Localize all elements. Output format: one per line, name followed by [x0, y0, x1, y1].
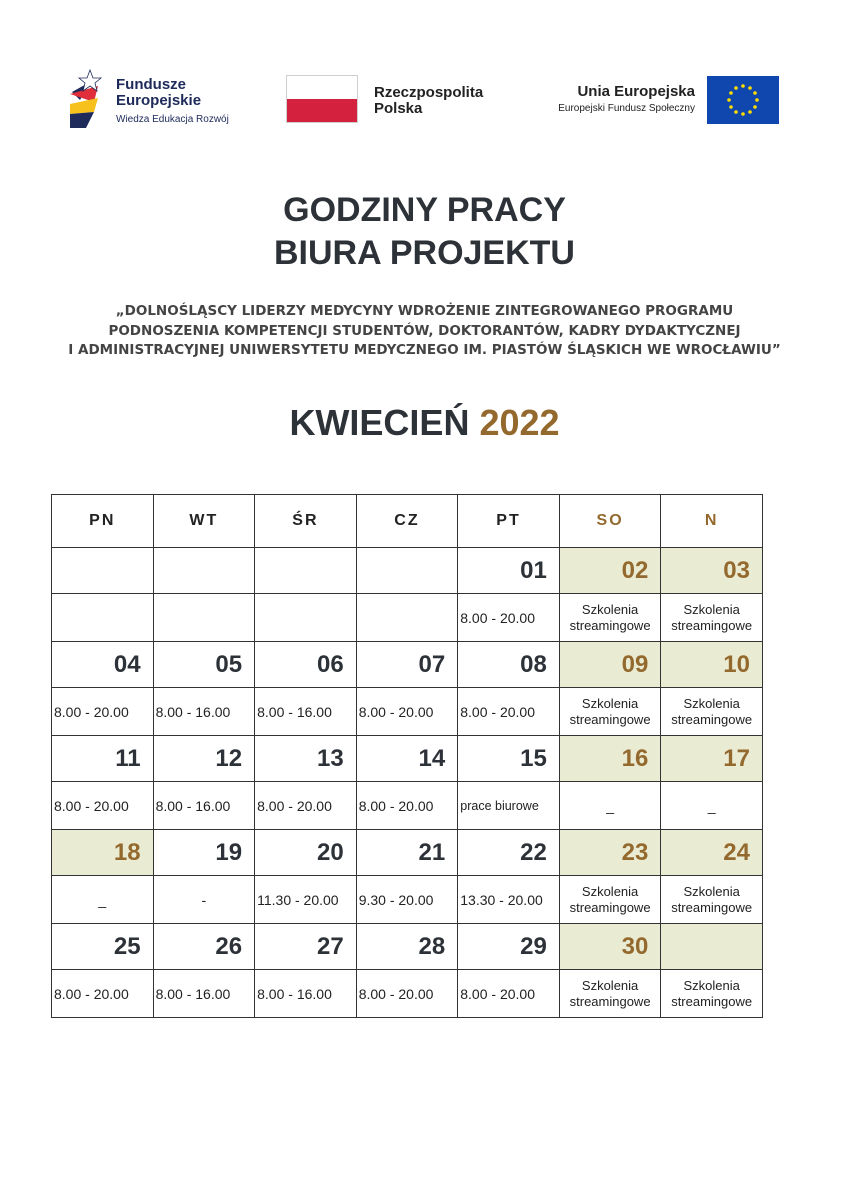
hours-text-line: Szkolenia	[581, 883, 639, 899]
hours-text-line: Szkolenia	[683, 601, 740, 617]
polish-flag-icon	[286, 75, 358, 123]
date-cell: 13	[255, 736, 357, 782]
date-cell: 21	[356, 830, 458, 876]
hours-cell: _	[52, 876, 154, 924]
hours-cell: prace biurowe	[458, 782, 560, 830]
date-cell: 27	[255, 924, 357, 970]
date-cell: 26	[153, 924, 255, 970]
hours-cell: 8.00 - 16.00	[153, 970, 255, 1018]
date-cell: 04	[52, 642, 154, 688]
date-cell: 25	[52, 924, 154, 970]
date-cell: 24	[661, 830, 763, 876]
hours-cell	[661, 594, 763, 642]
hours-text-line: Szkolenia	[683, 883, 740, 899]
date-cell: 11	[52, 736, 154, 782]
date-cell: 06	[255, 642, 357, 688]
date-cell: 03	[661, 548, 763, 594]
hours-cell: 8.00 - 20.00	[52, 688, 154, 736]
weekday-header: CZ	[356, 495, 458, 548]
date-cell: 22	[458, 830, 560, 876]
hours-cell: 8.00 - 20.00	[52, 970, 154, 1018]
hours-cell: 8.00 - 16.00	[153, 782, 255, 830]
hours-text-line: Szkolenia	[581, 977, 639, 993]
date-cell	[255, 548, 357, 594]
hours-text-line: Szkolenia	[581, 601, 639, 617]
ue-logo-line2: Europejski Fundusz Społeczny	[558, 103, 695, 114]
month-year: 2022	[479, 402, 560, 443]
weekday-header: N	[661, 495, 763, 548]
hours-cell: 8.00 - 16.00	[255, 970, 357, 1018]
fe-logo-line3: Wiedza Edukacja Rozwój	[116, 114, 229, 125]
hours-cell: 8.00 - 20.00	[52, 782, 154, 830]
hours-cell: 8.00 - 16.00	[255, 688, 357, 736]
hours-cell	[661, 688, 763, 736]
weekday-header: ŚR	[255, 495, 357, 548]
hours-cell	[52, 594, 154, 642]
date-cell: 29	[458, 924, 560, 970]
date-cell: 16	[559, 736, 661, 782]
date-cell	[52, 548, 154, 594]
rp-logo-line2: Polska	[374, 100, 423, 117]
date-cell: 02	[559, 548, 661, 594]
date-cell: 28	[356, 924, 458, 970]
hours-text-line: streamingowe	[569, 899, 651, 915]
hours-cell: -	[153, 876, 255, 924]
weekday-header: PN	[52, 495, 154, 548]
eu-flag-icon	[707, 76, 779, 124]
fe-logo-line1: Fundusze	[116, 76, 186, 93]
date-row	[52, 548, 763, 594]
project-name-line1: „DOLNOŚLĄSCY LIDERZY MEDYCYNY WDROŻENIE ZINTEGROWANEGO PROGRAMU	[115, 303, 734, 319]
project-name-line2: PODNOSZENIA KOMPETENCJI STUDENTÓW, DOKTORANTÓW, KADRY DYDAKTYCZNEJ	[108, 322, 741, 339]
date-row	[52, 736, 763, 782]
hours-cell	[661, 970, 763, 1018]
hours-cell	[255, 594, 357, 642]
ue-logo-line1: Unia Europejska	[577, 83, 695, 100]
hours-cell: 8.00 - 20.00	[458, 688, 560, 736]
date-cell: 05	[153, 642, 255, 688]
hours-cell	[559, 970, 661, 1018]
hours-cell: 8.00 - 20.00	[458, 594, 560, 642]
date-cell: 10	[661, 642, 763, 688]
rp-logo-line1: Rzeczpospolita	[374, 84, 484, 101]
hours-cell: _	[661, 782, 763, 830]
date-cell: 09	[559, 642, 661, 688]
hours-text-line: Szkolenia	[683, 977, 740, 993]
hours-cell: 9.30 - 20.00	[356, 876, 458, 924]
date-cell: 15	[458, 736, 560, 782]
hours-cell	[153, 594, 255, 642]
date-row	[52, 924, 763, 970]
fe-star-icon	[68, 68, 104, 130]
weekday-header: PT	[458, 495, 560, 548]
weekday-header-row	[52, 495, 763, 548]
hours-row	[52, 688, 763, 736]
hours-row	[52, 876, 763, 924]
hours-text-line: streamingowe	[671, 617, 753, 633]
weekday-header: WT	[153, 495, 255, 548]
hours-cell	[559, 688, 661, 736]
fundusze-europejskie-logo	[68, 68, 258, 130]
month-name: KWIECIEŃ	[289, 402, 470, 443]
hours-cell: _	[559, 782, 661, 830]
weekday-header: SO	[559, 495, 661, 548]
project-name-line3: I ADMINISTRACYJNEJ UNIWERSYTETU MEDYCZNEGO IM. PIASTÓW ŚLĄSKICH WE WROCŁAWIU”	[68, 342, 781, 358]
hours-cell: 11.30 - 20.00	[255, 876, 357, 924]
hours-cell: 8.00 - 20.00	[255, 782, 357, 830]
date-row	[52, 830, 763, 876]
date-cell: 20	[255, 830, 357, 876]
date-cell	[661, 924, 763, 970]
date-cell: 07	[356, 642, 458, 688]
date-cell: 23	[559, 830, 661, 876]
hours-text-line: streamingowe	[671, 711, 753, 727]
hours-cell: 8.00 - 20.00	[356, 688, 458, 736]
date-cell: 30	[559, 924, 661, 970]
hours-text-line: streamingowe	[671, 993, 753, 1009]
date-cell	[153, 548, 255, 594]
page-title-line2: BIURA PROJEKTU	[274, 234, 575, 272]
fe-logo-line2: Europejskie	[116, 92, 202, 109]
rzeczpospolita-polska-logo	[286, 75, 506, 127]
hours-cell: 8.00 - 20.00	[458, 970, 560, 1018]
hours-cell	[661, 876, 763, 924]
date-row	[52, 642, 763, 688]
month-heading	[0, 402, 849, 444]
hours-text-line: streamingowe	[569, 617, 651, 633]
hours-cell	[559, 876, 661, 924]
hours-cell	[356, 594, 458, 642]
hours-cell	[559, 594, 661, 642]
date-cell: 18	[52, 830, 154, 876]
hours-cell: 8.00 - 16.00	[153, 688, 255, 736]
date-cell	[356, 548, 458, 594]
date-cell: 08	[458, 642, 560, 688]
date-cell: 19	[153, 830, 255, 876]
date-cell: 12	[153, 736, 255, 782]
page-title-line1: GODZINY PRACY	[283, 191, 566, 229]
hours-row	[52, 970, 763, 1018]
hours-text-line: streamingowe	[569, 993, 651, 1009]
project-name	[0, 302, 849, 361]
hours-cell: 8.00 - 20.00	[356, 970, 458, 1018]
date-cell: 01	[458, 548, 560, 594]
hours-text-line: streamingowe	[671, 899, 753, 915]
hours-row	[52, 594, 763, 642]
date-cell: 17	[661, 736, 763, 782]
hours-text-line: streamingowe	[569, 711, 651, 727]
hours-cell: 8.00 - 20.00	[356, 782, 458, 830]
office-hours-calendar	[51, 494, 763, 1018]
hours-text-line: Szkolenia	[581, 695, 639, 711]
unia-europejska-logo	[538, 75, 783, 127]
hours-text-line: Szkolenia	[683, 695, 740, 711]
hours-cell: 13.30 - 20.00	[458, 876, 560, 924]
hours-row	[52, 782, 763, 830]
date-cell: 14	[356, 736, 458, 782]
